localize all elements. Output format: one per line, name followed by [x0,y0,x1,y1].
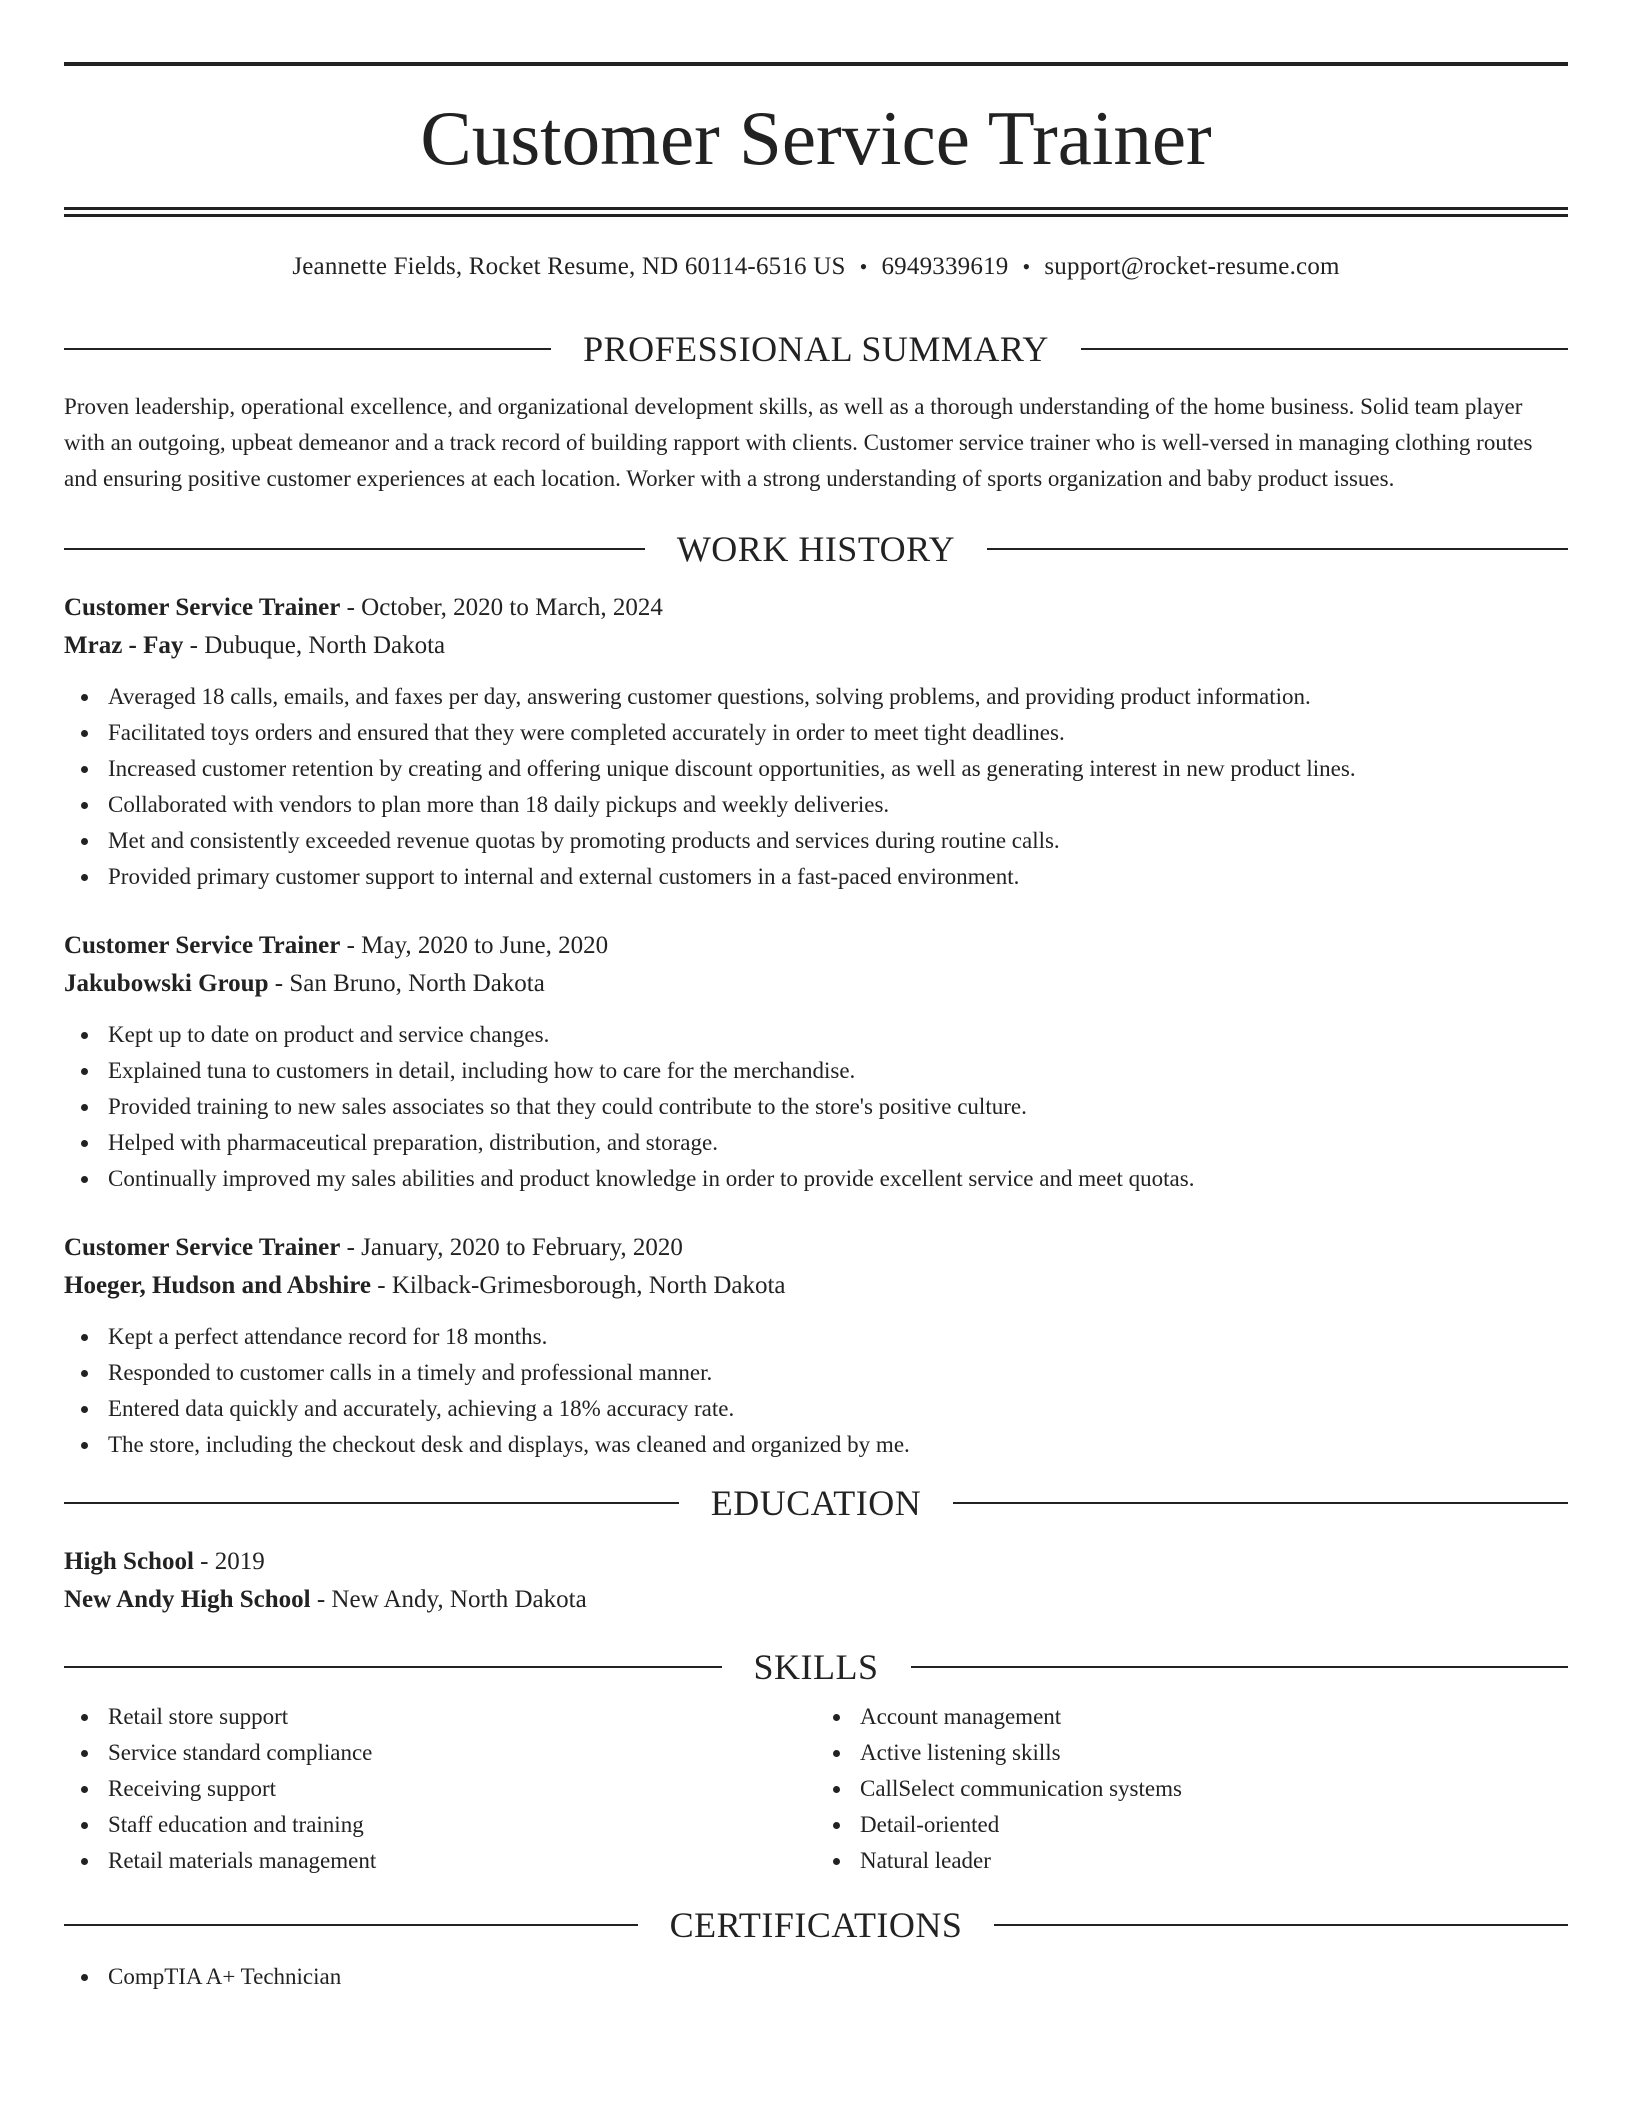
job-company-line [64,965,1568,1003]
section-heading-label: EDUCATION [710,1483,922,1523]
job-company-line [64,1267,1568,1305]
heading-rule [1081,348,1568,350]
job-dates: - October, 2020 to March, 2024 [340,594,663,621]
education-school: New Andy High School [64,1586,311,1613]
list-item: Account management [816,1699,1568,1735]
job-dates: - January, 2020 to February, 2020 [340,1234,683,1261]
job-company-line [64,627,1568,665]
skills-grid [64,1699,1568,1879]
job-title: Customer Service Trainer [64,594,341,621]
section-heading-summary [64,331,1568,367]
section-heading-label: CERTIFICATIONS [669,1905,963,1945]
list-item: Detail-oriented [816,1807,1568,1843]
heading-rule [64,548,645,550]
section-heading-skills [64,1649,1568,1685]
job-title-line [64,927,1568,965]
top-rule [64,62,1568,66]
contact-separator: • [859,254,868,279]
contact-address: Jeannette Fields, Rocket Resume, ND 60114-6516 US [292,253,846,280]
education-location: - New Andy, North Dakota [310,1586,587,1613]
education-degree: High School [64,1548,194,1575]
list-item: Active listening skills [816,1735,1568,1771]
job-company: Jakubowski Group [64,970,269,997]
heading-rule [64,1666,722,1668]
list-item: Explained tuna to customers in detail, including how to care for the merchandise. [64,1053,1568,1089]
job-dates: - May, 2020 to June, 2020 [340,932,609,959]
list-item: Entered data quickly and accurately, achieving a 18% accuracy rate. [64,1391,1568,1427]
job-title-line [64,1229,1568,1267]
certifications-list [64,1959,1568,1995]
job-bullets [64,1319,1568,1463]
section-heading-certifications [64,1907,1568,1943]
contact-line [64,253,1568,281]
heading-rule [64,348,551,350]
job-location: - San Bruno, North Dakota [268,970,545,997]
education-entry [64,1543,1568,1619]
skills-list-left [64,1699,816,1879]
job-bullets [64,679,1568,895]
list-item: Provided primary customer support to internal and external customers in a fast-paced environment. [64,859,1568,895]
list-item: Provided training to new sales associates so that they could contribute to the store's positive culture. [64,1089,1568,1125]
heading-rule [994,1924,1568,1926]
list-item: Retail store support [64,1699,816,1735]
section-heading-label: PROFESSIONAL SUMMARY [583,329,1049,369]
job-entry [64,1229,1568,1463]
list-item: Helped with pharmaceutical preparation, distribution, and storage. [64,1125,1568,1161]
job-title-line [64,589,1568,627]
heading-rule [953,1502,1568,1504]
heading-rule [64,1924,638,1926]
section-heading-education [64,1485,1568,1521]
list-item: Staff education and training [64,1807,816,1843]
job-location: - Kilback-Grimesborough, North Dakota [371,1272,786,1299]
heading-rule [987,548,1568,550]
list-item: Service standard compliance [64,1735,816,1771]
list-item: Responded to customer calls in a timely and professional manner. [64,1355,1568,1391]
job-bullets [64,1017,1568,1197]
summary-text: Proven leadership, operational excellence, and organizational development skills, as well as a thorough understanding of the home business. Solid team player with an outgoing, upbeat demeanor and a track record of building rapport with clients. Customer service trainer who is well-versed in managing clothing routes and ensuring positive customer experiences at each location. Worker with a strong understanding of sports organization and baby product issues. [64,394,1533,491]
education-year: - 2019 [193,1548,265,1575]
skills-list-right [816,1699,1568,1879]
list-item: Continually improved my sales abilities and product knowledge in order to provide excellent service and meet quotas. [64,1161,1568,1197]
list-item: The store, including the checkout desk and displays, was cleaned and organized by me. [64,1427,1568,1463]
job-title: Customer Service Trainer [64,932,341,959]
list-item: Kept a perfect attendance record for 18 months. [64,1319,1568,1355]
resume-title: Customer Service Trainer [420,95,1212,181]
section-heading-label: WORK HISTORY [676,529,956,569]
title-double-rule [64,207,1568,217]
job-entry [64,589,1568,895]
contact-phone: 6949339619 [881,253,1009,280]
list-item: Averaged 18 calls, emails, and faxes per day, answering customer questions, solving problems, and providing product information. [64,679,1568,715]
section-heading-label: SKILLS [753,1647,879,1687]
heading-rule [911,1666,1569,1668]
education-degree-line [64,1543,1568,1581]
list-item: CompTIA A+ Technician [64,1959,1568,1995]
contact-email: support@rocket-resume.com [1044,253,1340,280]
heading-rule [64,1502,679,1504]
list-item: Retail materials management [64,1843,816,1879]
list-item: Collaborated with vendors to plan more than 18 daily pickups and weekly deliveries. [64,787,1568,823]
education-school-line [64,1581,1568,1619]
job-location: - Dubuque, North Dakota [183,632,446,659]
job-company: Hoeger, Hudson and Abshire [64,1272,372,1299]
job-company: Mraz - Fay [64,632,184,659]
list-item: CallSelect communication systems [816,1771,1568,1807]
list-item: Kept up to date on product and service changes. [64,1017,1568,1053]
list-item: Natural leader [816,1843,1568,1879]
list-item: Facilitated toys orders and ensured that they were completed accurately in order to meet tight deadlines. [64,715,1568,751]
list-item: Increased customer retention by creating and offering unique discount opportunities, as well as generating interest in new product lines. [64,751,1568,787]
list-item: Met and consistently exceeded revenue quotas by promoting products and services during routine calls. [64,823,1568,859]
list-item: Receiving support [64,1771,816,1807]
section-heading-work-history [64,531,1568,567]
job-title: Customer Service Trainer [64,1234,341,1261]
contact-separator: • [1022,254,1031,279]
job-entry [64,927,1568,1197]
